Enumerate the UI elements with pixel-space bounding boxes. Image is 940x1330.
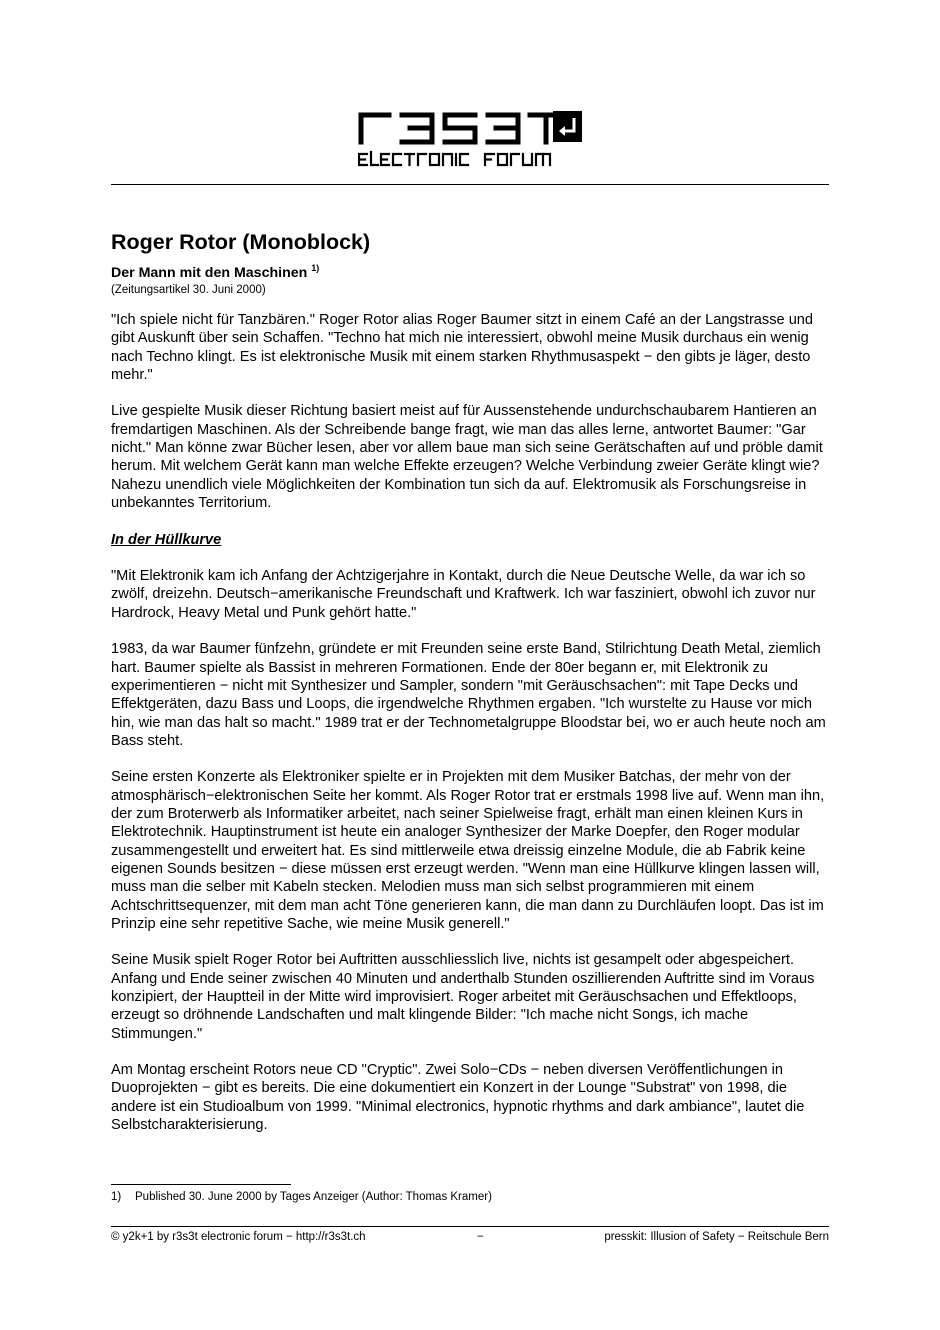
paragraph: "Ich spiele nicht für Tanzbären." Roger Rotor alias Roger Baumer sitzt in einem Café an der Langstrasse und gibt Auskunft über sein Schaffen. "Techno hat mich nie interessiert, obwohl meine Musik durchaus ein wenig nach Techno klingt. Es ist elektronische Musik mit einem starken Rhythmusaspekt − den gibts je läger, desto mehr." [111, 312, 814, 383]
article-subtitle [111, 264, 319, 282]
paragraph: Seine Musik spielt Roger Rotor bei Auftritten ausschliesslich live, nichts ist gesampelt oder abgespeichert. Anfang und Ende seiner zwischen 40 Minuten und anderthalb Stunden oszillierenden Auftritte sind im Voraus konzipiert, der Hauptteil in der Mitte wird improvisiert. Roger arbeitet mit Geräuschsachen und Effektloops, erzeugt so dröhnende Landschaften und malt klingende Bilder: "Ich mache nicht Songs, ich mache Stimmungen." [111, 952, 815, 1042]
r3s3t-logo [358, 110, 584, 168]
footnote-rule [111, 1184, 291, 1185]
footnote-text: Published 30. June 2000 by Tages Anzeiger (Author: Thomas Kramer) [135, 1191, 492, 1203]
footer-copyright: © y2k+1 by r3s3t electronic forum − http://r3s3t.ch [111, 1231, 366, 1243]
page-footer [111, 1230, 829, 1244]
logo-graphic [358, 110, 584, 168]
footnote-reference: 1) [311, 263, 320, 273]
paragraph: Seine ersten Konzerte als Elektroniker spielte er in Projekten mit dem Musiker Batchas, der mehr von der atmosphärisch−elektronischen Seite her kommt. Als Roger Rotor trat er erstmals 1998 live auf. Wenn man ihn, der zum Broterwerb als Informatiker arbeitet, nach seiner Spielweise fragt, erhält man einen kleinen Kurs in Elektrotechnik. Hauptinstrument ist heute ein analoger Synthesizer der Marke Doepfer, den Roger modular zusammengestellt und erweitert hat. Es sind mittlerweile etwa dreissig einzelne Module, die ab Fabrik keine eigenen Sounds besitzen − diese müssen erst erzeugt werden. "Wenn man eine Hüllkurve klingen lassen will, muss man die selber mit Kabeln stecken. Melodien muss man sich selbst programmieren mit einem Achtschrittsequenzer, mit dem man acht Töne generieren kann, die man dann zu Durchläufen loopt. Das ist im Prinzip eine sehr repetitive Sache, wie meine Musik generell." [111, 769, 825, 932]
footnote-mark: 1) [111, 1191, 122, 1203]
footer-rule [111, 1226, 829, 1227]
header-rule [111, 184, 829, 185]
paragraph: Live gespielte Musik dieser Richtung basiert meist auf für Aussenstehende undurchschaubarem Hantieren an fremdartigen Maschinen. Als der Schreibende bange fragt, wie man das alles lerne, antwortet Baumer: "Gar nicht." Man könne zwar Bücher lesen, aber vor allem baue man sich seine Gerätschaften auf und pröble damit herum. Mit welchem Gerät kann man welche Effekte erzeugen? Welche Verbindung zweier Geräte klingt wie? Nahezu unendlich viele Möglichkeiten der Kombination tun sich da auf. Elektromusik als Forschungsreise in unbekanntes Territorium. [111, 403, 823, 511]
footer-presskit: presskit: Illusion of Safety − Reitschule Bern [604, 1231, 829, 1243]
paragraph: Am Montag erscheint Rotors neue CD "Cryptic". Zwei Solo−CDs − neben diversen Veröffentlichungen in Duoprojekten − gibt es bereits. Die eine dokumentiert ein Konzert in der Lounge "Substrat" von 1998, die andere ist ein Studioalbum von 1999. "Minimal electronics, hypnotic rhythms and dark ambiance", lautet die Selbstcharakterisierung. [111, 1062, 805, 1134]
subtitle-text: Der Mann mit den Maschinen [111, 265, 308, 281]
footer-separator: − [477, 1231, 484, 1243]
paragraph: 1983, da war Baumer fünfzehn, gründete er mit Freunden seine erste Band, Stilrichtung Death Metal, ziemlich hart. Baumer spielte als Bassist in mehreren Formationen. Ende der 80er begann er, mit Elektronik zu experimentieren − nicht mit Synthesizer und Sampler, sondern "mit Geräuschsachen": mit Tape Decks und Effektgeräten, dazu Bass und Loops, die irgendwelche Rhythmen ergaben. "Ich wurstelte zu Hause vor mich hin, wie man das halt so macht." 1989 trat er der Technometalgruppe Bloodstar bei, wo er auch heute noch am Bass steht. [111, 641, 826, 749]
paragraph: "Mit Elektronik kam ich Anfang der Achtzigerjahre in Kontakt, durch die Neue Deutsche Welle, da war ich so zwölf, dreizehn. Deutsch−amerikanische Freundschaft und Kraftwerk. Ich war fasziniert, obwohl ich zuvor nur Hardrock, Heavy Metal und Punk gehört hatte." [111, 568, 816, 621]
article-title: Roger Rotor (Monoblock) [111, 230, 371, 254]
return-arrow-icon [553, 111, 582, 142]
section-heading: In der Hüllkurve [111, 531, 222, 548]
article-body [111, 311, 833, 1153]
article-dateline: (Zeitungsartikel 30. Juni 2000) [111, 284, 266, 296]
footnote [111, 1190, 492, 1204]
